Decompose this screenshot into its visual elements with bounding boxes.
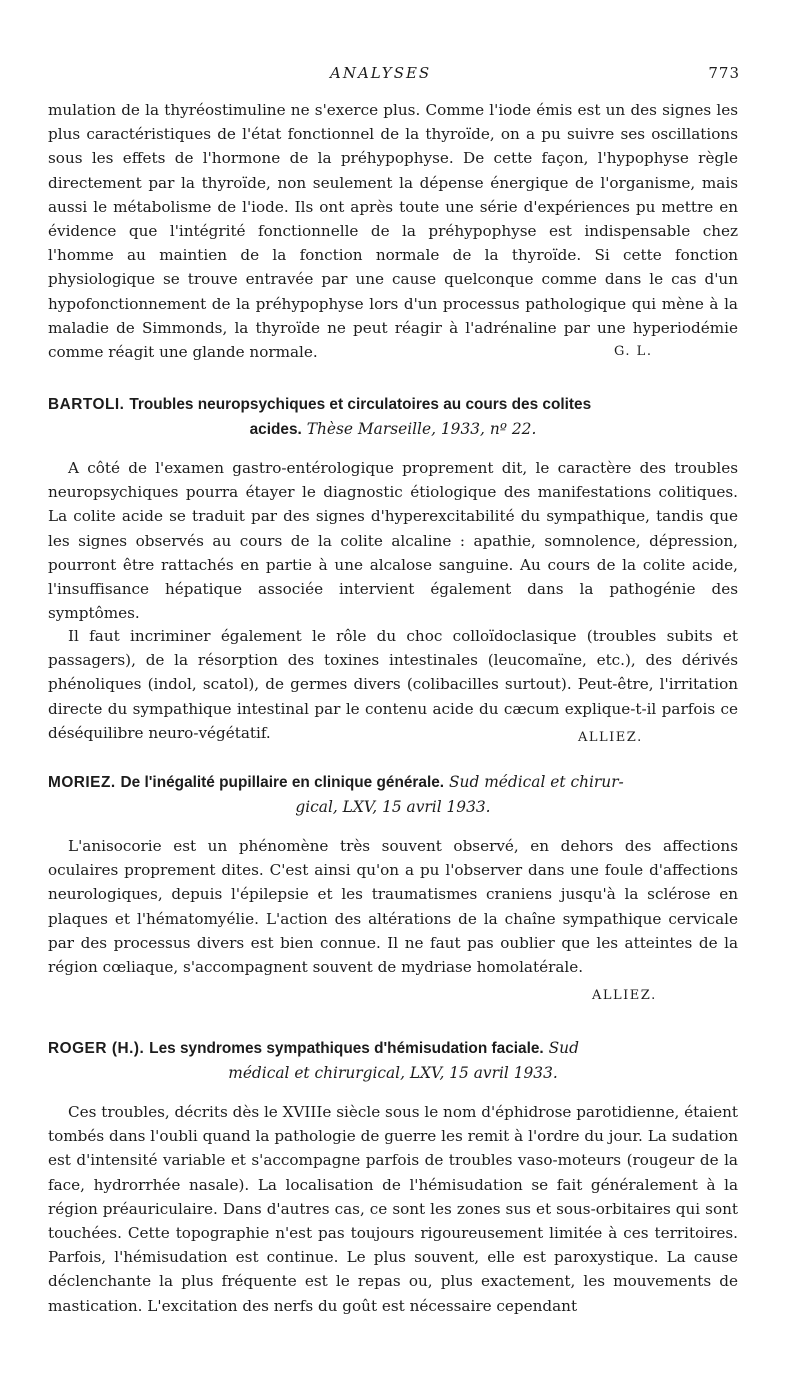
- article-source-cont: gical, LXV, 15 avril 1933.: [295, 798, 491, 816]
- running-head-title: ANALYSES: [330, 64, 432, 82]
- article-source: Thèse Marseille, 1933, nº 22.: [306, 420, 537, 438]
- running-head: [330, 64, 740, 86]
- article-source-cont: médical et chirurgical, LXV, 15 avril 1933.: [228, 1064, 558, 1082]
- article-source: Sud: [548, 1039, 579, 1057]
- article-title-cont: acides.: [249, 421, 302, 438]
- article-author: MORIEZ.: [48, 774, 116, 791]
- article-paragraph: L'anisocorie est un phénomène très souvent observé, en dehors des affections oculaires proprement dites. C'est ainsi qu'on a pu l'observer dans une foule d'affections neurologiques, depuis l'épilepsie et les traumatismes craniens jusqu'à la sclérose en plaques et l'hématomyélie. L'action des altérations de la chaîne sympathique cervicale par des processus divers est bien connue. Il ne faut pas oublier que les atteintes de la région cœliaque, s'accompagnent souvent de mydriase homolatérale.: [48, 837, 738, 977]
- article-title: De l'inégalité pupillaire en clinique générale.: [120, 774, 445, 791]
- intro-signature: G. L.: [614, 344, 653, 359]
- article-signature: ALLIEZ.: [592, 988, 657, 1003]
- article-heading-bartoli: [48, 392, 738, 442]
- article-heading-roger: [48, 1036, 738, 1085]
- article-source: Sud médical et chirur-: [449, 773, 624, 791]
- article-paragraph: Ces troubles, décrits dès le XVIIIe siècle sous le nom d'éphidrose parotidienne, étaient tombés dans l'oubli quand la pathologie de guerre les remit à l'ordre du jour. La sudation est d'intensité variable et s'accompagne parfois de troubles vaso-moteurs (rougeur de la face, hydrorrhée nasale). La localisation de l'hémisudation se fait généralement à la région préauriculaire. Dans d'autres cas, ce sont les zones sus et sous-orbitaires qui sont touchées. Cette topographie n'est pas toujours rigoureusement limitée à ces territoires. Parfois, l'hémisudation est continue. Le plus souvent, elle est paroxystique. La cause déclenchante la plus fréquente est le repas ou, plus exactement, les mouvements de mastication. L'excitation des nerfs du goût est nécessaire cependant: [48, 1103, 738, 1315]
- article-author: BARTOLI.: [48, 396, 125, 413]
- article-author-initial: (H.).: [111, 1040, 145, 1057]
- article-paragraph: A côté de l'examen gastro-entérologique proprement dit, le caractère des troubles neuropsychiques pourra étayer le diagnostic étiologique des manifestations colitiques. La colite acide se traduit par des signes d'hyperexcitabilité du sympathique, tandis que les signes observés au cours de la colite alcaline : apathie, somnolence, dépression, pourront être rattachés en partie à une alcalose sanguine. Au cours de la colite acide, l'insuffisance hépatique associée intervient également dans la pathogénie des symptômes.: [48, 459, 738, 623]
- article-paragraph: Il faut incriminer également le rôle du choc colloïdoclasique (troubles subits et passagers), de la résorption des toxines intestinales (leucomaïne, etc.), des dérivés phénoliques (indol, scatol), de germes divers (colibacilles surtout). Peut-être, l'irritation directe du sympathique intestinal par le contenu acide du cæcum explique-t-il parfois ce déséquilibre neuro-végétatif.: [48, 627, 738, 742]
- article-title: Troubles neuropsychiques et circulatoires au cours des colites: [129, 396, 592, 413]
- intro-paragraph: mulation de la thyréostimuline ne s'exerce plus. Comme l'iode émis est un des signes les plus caractéristiques de l'état fonctionnel de la thyroïde, on a pu suivre ses oscillations sous les effets de l'hormone de la préhypophyse. De cette façon, l'hypophyse règle directement par la thyroïde, non seulement la dépense énergique de l'organisme, mais aussi le métabolisme de l'iode. Ils ont après toute une série d'expériences pu mettre en évidence que l'intégrité fonctionnelle de la préhypophyse est indispensable chez l'homme au maintien de la fonction normale de la thyroïde. Si cette fonction physiologique se trouve entravée par une cause quelconque comme dans le cas d'un hypofonctionnement de la préhypophyse lors d'un processus pathologique qui mène à la maladie de Simmonds, la thyroïde ne peut réagir à l'adrénaline par une hyperiodémie comme réagit une glande normale.: [48, 101, 738, 362]
- article-signature: ALLIEZ.: [578, 730, 643, 745]
- article-title: Les syndromes sympathiques d'hémisudation faciale.: [149, 1040, 544, 1057]
- article-author: ROGER: [48, 1040, 107, 1057]
- article-heading-moriez: [48, 770, 738, 819]
- page-number: 773: [708, 64, 740, 82]
